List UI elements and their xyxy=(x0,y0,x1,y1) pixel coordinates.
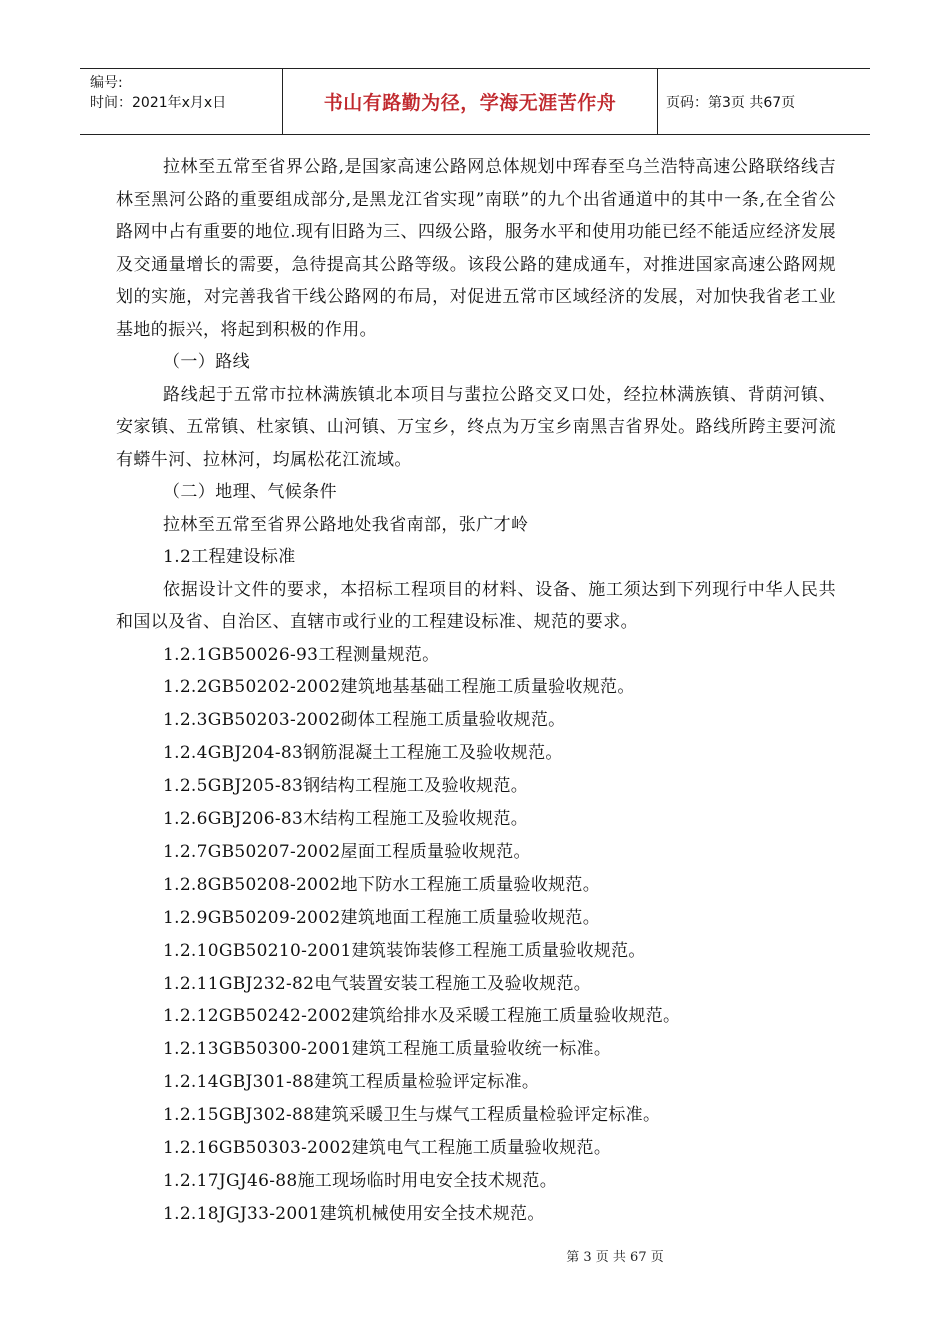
list-item: 1.2.3GB50203-2002砌体工程施工质量验收规范。 xyxy=(163,710,566,731)
intro-paragraph: 拉林至五常至省界公路,是国家高速公路网总体规划中珲春至乌兰浩特高速公路联络线吉林至黑河公路的重要组成部分,是黑龙江省实现”南联”的九个出省通道中的其中一条,在全省公路网中占有重要的地位.现有旧路为三、四级公路，服务水平和使用功能已经不能适应经济发展及交通量增长的需要，急待提高其公路等级。该段公路的建成通车，对推进国家高速公路网规划的实施，对完善我省干线公路网的布局，对促进五常市区域经济的发展，对加快我省老工业基地的振兴，将起到积极的作用。 xyxy=(116,157,836,340)
header-page-number: 页码：第3页 共67页 xyxy=(666,94,796,111)
document-date: 时间：2021年x月x日 xyxy=(90,95,227,111)
list-item: 1.2.10GB50210-2001建筑装饰装修工程施工质量验收规范。 xyxy=(163,940,646,961)
standards-list xyxy=(116,639,836,1231)
standards-intro-paragraph: 依据设计文件的要求，本招标工程项目的材料、设备、施工须达到下列现行中华人民共和国以及省、自治区、直辖市或行业的工程建设标准、规范的要求。 xyxy=(116,579,836,632)
list-item: 1.2.16GB50303-2002建筑电气工程施工质量验收规范。 xyxy=(163,1138,612,1159)
list-item: 1.2.4GBJ204-83钢筋混凝土工程施工及验收规范。 xyxy=(163,743,563,764)
list-item: 1.2.5GBJ205-83钢结构工程施工及验收规范。 xyxy=(163,776,529,797)
standards-heading: 1.2工程建设标准 xyxy=(163,547,296,567)
list-item: 1.2.7GB50207-2002屋面工程质量验收规范。 xyxy=(163,841,531,862)
header-meta xyxy=(80,69,283,134)
document-body xyxy=(116,151,836,1231)
list-item: 1.2.8GB50208-2002地下防水工程施工质量验收规范。 xyxy=(163,874,601,895)
list-item: 1.2.9GB50209-2002建筑地面工程施工质量验收规范。 xyxy=(163,907,601,928)
list-item: 1.2.17JGJ46-88施工现场临时用电安全技术规范。 xyxy=(163,1171,557,1191)
list-item: 1.2.14GBJ301-88建筑工程质量检验评定标准。 xyxy=(163,1072,540,1093)
list-item: 1.2.6GBJ206-83木结构工程施工及验收规范。 xyxy=(163,809,529,830)
page-footer: 第 3 页 共 67 页 xyxy=(566,1250,664,1265)
list-item: 1.2.1GB50026-93工程测量规范。 xyxy=(163,644,440,665)
page-header xyxy=(80,68,870,135)
route-paragraph: 路线起于五常市拉林满族镇北本项目与蜚拉公路交叉口处，经拉林满族镇、背荫河镇、安家镇、五常镇、杜家镇、山河镇、万宝乡，终点为万宝乡南黑吉省界处。路线所跨主要河流有蟒牛河、拉林河，均属松花江流域。 xyxy=(116,384,836,470)
list-item: 1.2.18JGJ33-2001建筑机械使用安全技术规范。 xyxy=(163,1203,545,1224)
header-motto: 书山有路勤为径，学海无涯苦作舟 xyxy=(283,69,658,134)
section-heading-route: （一）路线 xyxy=(163,352,250,372)
geography-paragraph: 拉林至五常至省界公路地处我省南部，张广才岭 xyxy=(163,514,529,535)
list-item: 1.2.12GB50242-2002建筑给排水及采暖工程施工质量验收规范。 xyxy=(163,1006,681,1027)
section-heading-geography: （二）地理、气候条件 xyxy=(163,482,337,502)
list-item: 1.2.15GBJ302-88建筑采暖卫生与煤气工程质量检验评定标准。 xyxy=(163,1105,661,1126)
list-item: 1.2.13GB50300-2001建筑工程施工质量验收统一标准。 xyxy=(163,1039,612,1060)
list-item: 1.2.2GB50202-2002建筑地基基础工程施工质量验收规范。 xyxy=(163,677,635,698)
document-number-label: 编号: xyxy=(90,75,123,91)
list-item: 1.2.11GBJ232-82电气装置安装工程施工及验收规范。 xyxy=(163,973,592,994)
